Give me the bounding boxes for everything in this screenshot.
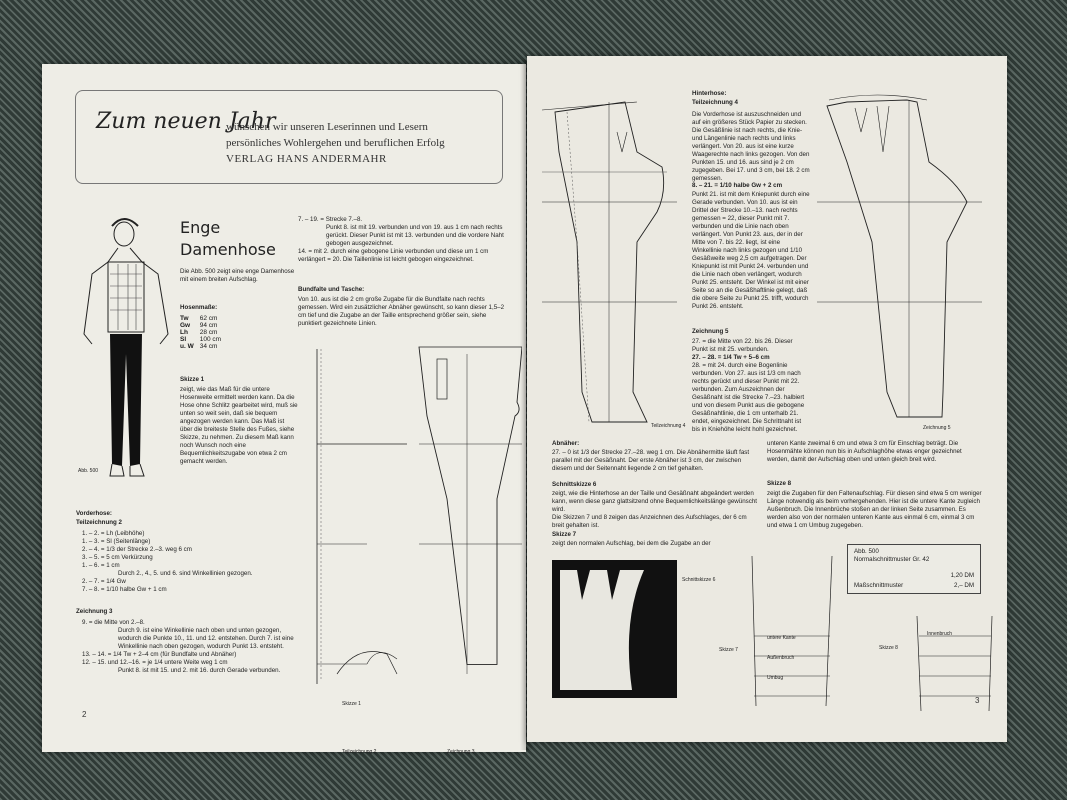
abnaeher-text: 27. – 0 ist 1/3 der Strecke 27.–28. weg 1 cm. Die Abnähermitte läuft fast parallel mit der Gesäßnaht. Der erste Abnäher ist 3 cm, der zwischen diesem und der Seitennaht liegende 2 cm tief gehalten.: [552, 449, 750, 472]
step-line: 14. = mit 2. durch eine gebogene Linie verbunden und diese um 1 cm verlängert = 20. Die Taillenlinie ist leicht gebogen eingezeichnet.: [298, 248, 489, 263]
step-line: Durch 2., 4., 5. und 6. sind Winkellinien gezogen.: [118, 570, 253, 577]
measure-row: [180, 315, 227, 322]
measures-heading: Hosenmaße:: [180, 304, 218, 311]
price-row: [854, 564, 974, 582]
right-page: [527, 56, 1007, 742]
measure-row: [180, 329, 227, 336]
price-row: [854, 582, 974, 590]
article-title-line-1: Enge: [180, 218, 221, 237]
teilzeichnung2-label: Teilzeichnung 2: [342, 749, 377, 755]
measure-row: [180, 336, 227, 343]
skizze1-text: zeigt, wie das Maß für die untere Hosenweite ermittelt werden kann. Da die Hose ohne Schlitz gearbeitet wird, muß sie unten so weit sein, daß sie bequem angezogen werden kann. Das Maß ist über die breiteste Stelle des Fußes, siehe Skizze, zu nehmen. Zu diesem Maß kann noch Wunsch noch eine Bequemlichkeitszugabe von etwa 2 cm gemacht werden.: [180, 386, 298, 465]
teilzeichnung4-text: Die Vorderhose ist auszuschneiden und auf ein größeres Stück Papier zu stecken. Die Gesäßlinie ist nach rechts, die Knie- und Längenlinie nach rechts und links verlängert. Von 20. aus ist eine kurze Waagerechte nach links gezogen. Von den Punkten 15. und 16. aus sind je 2 cm zugegeben. Bei 17. und 3 cm, bei 18. 2 cm gemessen.: [692, 111, 810, 182]
article-title-line-2: Damenhose: [180, 240, 276, 259]
price-value: 1,20 DM: [950, 572, 974, 579]
step-line: 3. – 5. = 5 cm Verkürzung: [82, 554, 153, 561]
col2-text: unteren Kante zweimal 6 cm und etwa 3 cm für Einschlag beträgt. Die Hosenmähte können nun bis in Aufschlaghöhe etwas enger gezeichnet werden, damit der Aufschlag oben und unten gleich breit wird.: [767, 440, 962, 463]
zeichnung3-steps: [82, 619, 294, 675]
measure-value: 28 cm: [199, 329, 218, 336]
zeichnung3-label: Zeichnung 3: [447, 749, 475, 755]
teilzeichnung4-heading: Teilzeichnung 4: [692, 99, 738, 106]
measure-value: 94 cm: [199, 322, 218, 329]
skizze1-heading: Skizze 1: [180, 376, 205, 383]
step-line: 7. – 19. = Strecke 7.–8.: [298, 216, 363, 223]
aussenbruch-label: Außenbruch: [767, 655, 795, 661]
left-page: [42, 64, 526, 755]
skizze1-label: Skizze 1: [342, 701, 361, 707]
zeichnung3-heading: Zeichnung 3: [76, 608, 113, 615]
innenbruch-label: Innenbruch: [927, 631, 953, 637]
step-line: 1. – 6. = 1 cm: [82, 562, 120, 569]
step-line: 2. – 4. = 1/3 der Strecke 2.–3. weg 6 cm: [82, 546, 192, 553]
step-line: 28. = mit 24. durch eine Bogenlinie verbunden. Von 27. aus ist 1/3 cm nach rechts gerückt und dieser Punkt mit 22. verbunden. Zum Auszeichnen der Gesäßnaht ist die Strecke 7.–23. halbiert und von diesem Punkt aus die gebogene Gesäßnahtlinie, die 1 cm unterhalb 21. endet, eingezeichnet. Die Schrittnaht ist bis in Kniehöhe leicht hohl gezeichnet.: [692, 362, 805, 433]
schnittskizze6-drawing: [552, 560, 677, 698]
skizze8-text: zeigt die Zugaben für den Faltenaufschlag. Für diesen sind etwa 5 cm weniger Länge notwendig als beim vorhergehenden. Hier ist die untere Kante zugleich Außenbruch. Die Innenbrüche stoßen an der linken Seite zusammen. Es werden also von der normalen unteren Kante aus einmal 6 cm, einmal 3 cm und etwa 1 cm Umbug zugegeben.: [767, 490, 982, 529]
greeting-publisher: VERLAG HANS ANDERMAHR: [226, 153, 387, 165]
skizze7-label: Skizze 7: [719, 647, 738, 653]
skizze8-heading: Skizze 8: [767, 480, 792, 487]
intro-text: Die Abb. 500 zeigt eine enge Damenhose mit einem breiten Aufschlag.: [180, 268, 295, 283]
skizze8-label: Skizze 8: [879, 645, 898, 651]
untere-kante-label: untere Kante: [767, 635, 796, 641]
measures-table: [180, 315, 227, 350]
measure-row: [180, 343, 227, 350]
bundfalte-text: Von 10. aus ist die 2 cm große Zugabe für die Bundfalte nach rechts gemessen. Wird ein zusätzlicher Abnäher gewünscht, so kann dieser 1,5–2 cm tief und die Zugabe an der Taille entsprechend größer sein, siehe punktiert gezeichnete Linien.: [298, 296, 505, 327]
skizzen78-text: Die Skizzen 7 und 8 zeigen das Anzeichnen des Aufschlages, der 6 cm breit gehalten ist.: [552, 514, 747, 529]
step-line: 1. – 2. = Lh (Leibhöhe): [82, 530, 145, 537]
step-line: 13. – 14. = 1/4 Tw + 2–4 cm (für Bundfalte und Abnäher): [82, 651, 237, 658]
page-number-right: 3: [975, 696, 980, 705]
measure-row: [180, 322, 227, 329]
measure-key: Sl: [180, 336, 187, 343]
teilzeichnung4-text-2: Punkt 21. ist mit dem Kniepunkt durch eine Gerade verbunden. Von 10. aus ist ein Drittel der Strecke 10.–13. nach rechts gemessen = 22, dieser Punkt mit 7. verbunden und die Linie nach oben verlängert. Von Punkt 23. aus, der in der Mitte von 7. bis 22. liegt, ist eine Winkellinie nach links gezogen und 1/10 Gesäßweite weg 2,5 cm aufgetragen. Der Kniepunkt ist mit Punkt 24. verbunden und die Linie nach oben verlängert, wodurch Punkt 25. entsteht. Der Winkel ist mit einer Seite so an die Gesäßhaftlinie gelegt, daß die obere Seite zu Punkt 25. trifft, wodurch Punkt 26. entsteht.: [692, 191, 810, 310]
col2-steps: [298, 216, 508, 264]
vorderhose-heading: Vorderhose:: [76, 510, 112, 517]
teilzeichnung4-formula: 8. – 21. = 1/10 halbe Gw + 2 cm: [692, 182, 783, 189]
zeichnung5-heading: Zeichnung 5: [692, 328, 729, 335]
bundfalte-heading: Bundfalte und Tasche:: [298, 286, 365, 293]
step-line: 7. – 8. = 1/10 halbe Gw + 1 cm: [82, 586, 167, 593]
price-label: Normalschnittmuster Gr. 42: [854, 556, 930, 563]
teilzeichnung4-label: Teilzeichnung 4: [651, 423, 686, 429]
hinterhose-heading: Hinterhose:: [692, 90, 727, 97]
schnittskizze6-photo: [552, 560, 677, 698]
greeting-line-1: wünschen wir unseren Leserinnen und Lesern: [226, 121, 428, 133]
measure-value: 34 cm: [199, 343, 218, 350]
measure-key: u. W: [180, 343, 194, 350]
new-year-greeting-box: [75, 90, 503, 184]
umbug-label: Umbug: [767, 675, 784, 681]
greeting-line-2: persönliches Wohlergehen und beruflichen Erfolg: [226, 137, 445, 149]
zeichnung5-label: Zeichnung 5: [923, 425, 951, 431]
price-value: 2,– DM: [954, 582, 974, 589]
step-line: Punkt 8. ist mit 19. verbunden und von 19. aus 1 cm nach rechts gerückt. Dieser Punkt ist mit 13. verbunden und die vordere Naht gebogen ausgezeichnet.: [326, 224, 504, 247]
measure-key: Tw: [180, 315, 189, 322]
abnaeher-heading: Abnäher:: [552, 440, 580, 447]
price-box: [847, 544, 981, 594]
schnittskizze6-heading: Schnittskizze 6: [552, 481, 597, 488]
measure-key: Lh: [180, 329, 188, 336]
step-line: 27. = die Mitte von 22. bis 26. Dieser Punkt ist mit 25. verbunden.: [692, 338, 793, 353]
pattern-drawings-left: [307, 344, 522, 689]
step-line: Durch 9. ist eine Winkellinie nach oben und unten gezogen, wodurch die Punkte 10., 11. und 12. entstehen. Durch 7. ist eine Winkellinie nach oben gezogen, wodurch Punkt 13. entsteht.: [118, 627, 294, 650]
page-number-left: 2: [82, 710, 87, 719]
measure-value: 62 cm: [199, 315, 218, 322]
zeichnung5-drawing: [817, 92, 987, 432]
skizze7-heading: Skizze 7: [552, 531, 577, 538]
abb-caption: Abb. 500: [78, 468, 99, 474]
schnittskizze6-label: Schnittskizze 6: [682, 577, 716, 583]
measure-key: Gw: [180, 322, 191, 329]
price-abb: Abb. 500: [854, 548, 879, 555]
step-line: 9. = die Mitte von 2.–8.: [82, 619, 145, 626]
step-line: 1. – 3. = Sl (Seitenlänge): [82, 538, 151, 545]
price-row: [854, 556, 974, 564]
zeichnung5-steps: [692, 338, 810, 434]
price-label: Maßschnittmuster: [854, 582, 904, 589]
skizze7-text: zeigt den normalen Aufschlag, bei dem die Zugabe an der: [552, 540, 711, 547]
teilzeichnung2-heading: Teilzeichnung 2: [76, 519, 122, 526]
teilzeichnung2-steps: [82, 530, 294, 594]
measure-value: 100 cm: [199, 336, 222, 343]
greeting-script-title: Zum neuen Jahr: [96, 109, 276, 134]
step-line: Punkt 8. ist mit 15. und 2. mit 16. durch Gerade verbunden.: [118, 667, 281, 674]
schnittskizze6-text: zeigt, wie die Hinterhose an der Taille und Gesäßnaht abgeändert werden kann, wenn diese ganz glattsitzend ohne Bequemlichkeitslänge gewünscht wird.: [552, 490, 758, 513]
step-line: 2. – 7. = 1/4 Gw: [82, 578, 126, 585]
step-line: 27. – 28. = 1/4 Tw + 5–6 cm: [692, 354, 770, 361]
step-line: 12. – 15. und 12.–16. = je 1/4 untere Weite weg 1 cm: [82, 659, 228, 666]
teilzeichnung4-drawing: [537, 92, 687, 432]
